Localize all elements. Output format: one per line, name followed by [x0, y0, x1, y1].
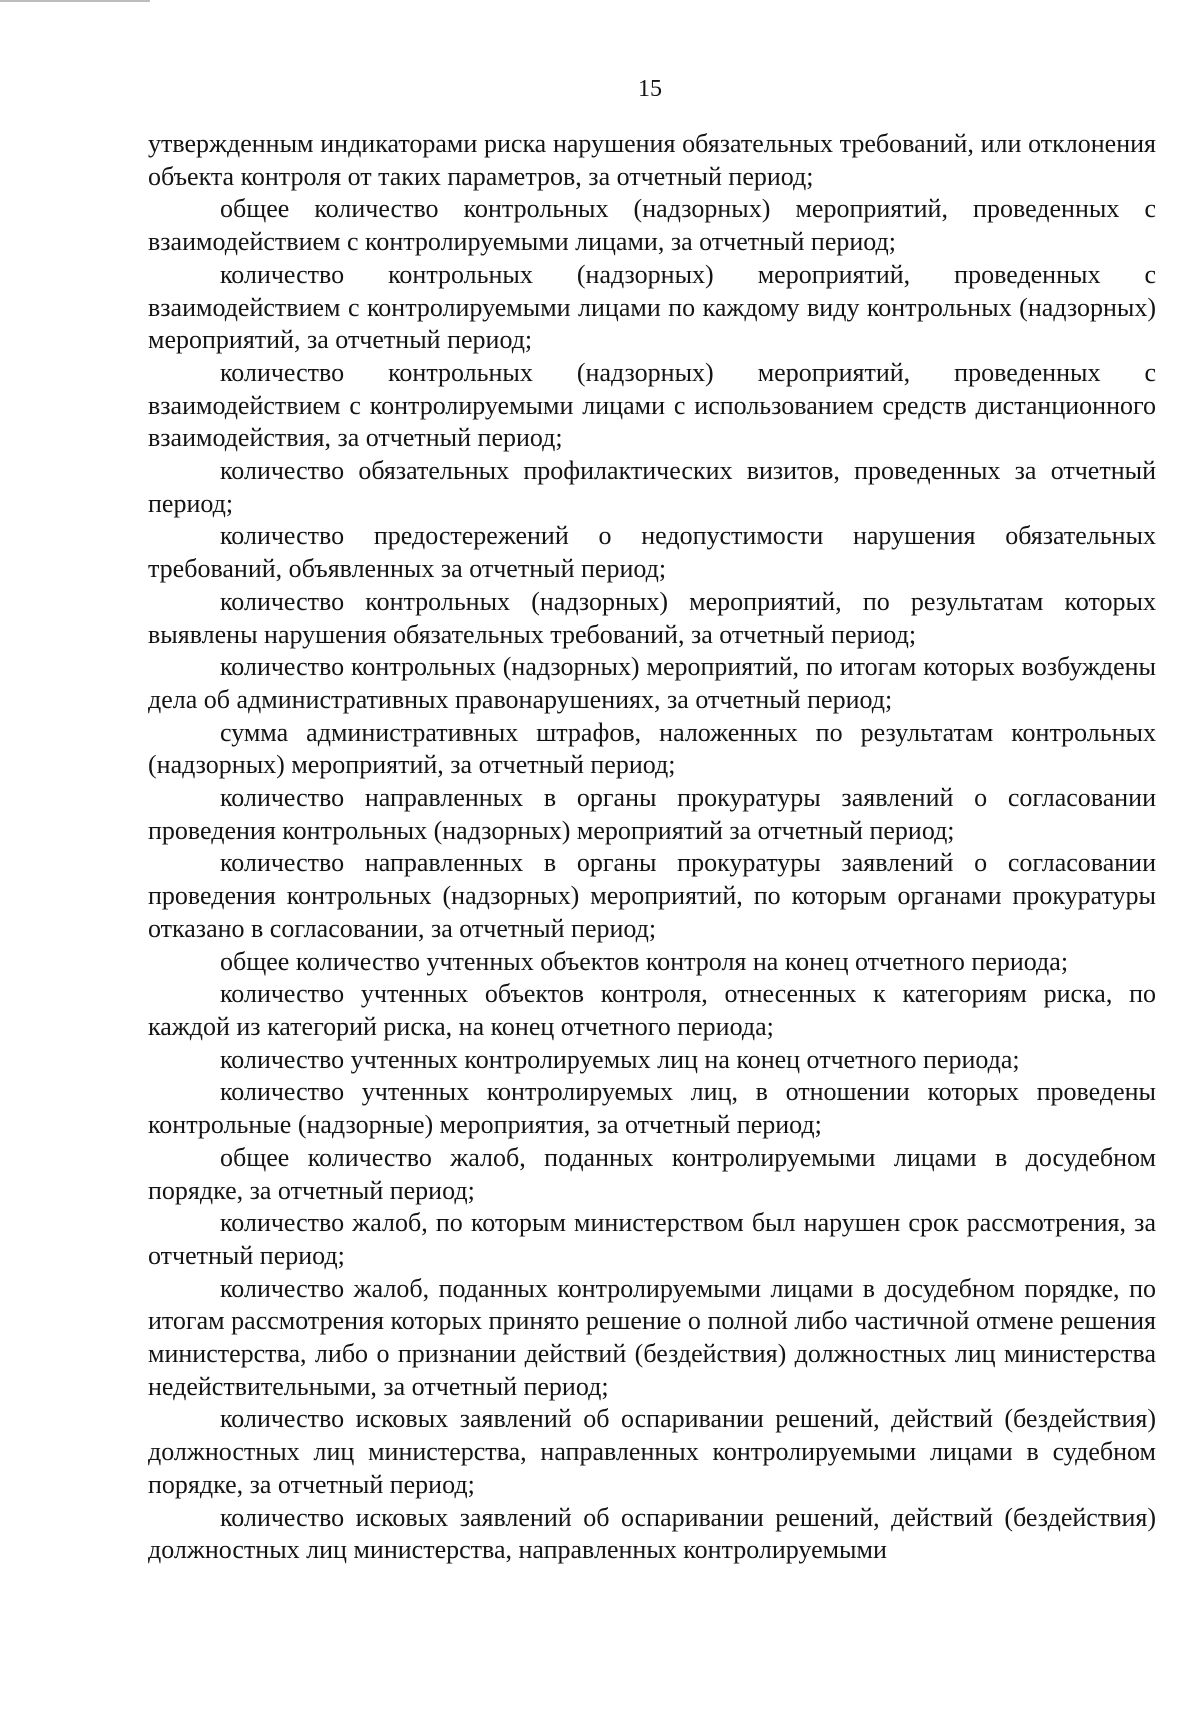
- paragraph: количество исковых заявлений об оспаривании решений, действий (бездействия) должностных лиц министерства, направленных контролируемыми лицами в судебном порядке, за отчетный период;: [148, 1404, 1156, 1499]
- paragraph: количество направленных в органы прокуратуры заявлений о согласовании проведения контрольных (надзорных) мероприятий за отчетный период;: [148, 783, 1156, 845]
- document-body: [148, 128, 1156, 1567]
- paragraph: количество учтенных объектов контроля, отнесенных к категориям риска, по каждой из категорий риска, на конец отчетного периода;: [148, 979, 1156, 1041]
- paragraph: количество учтенных контролируемых лиц на конец отчетного периода;: [220, 1044, 1020, 1074]
- page-number: 15: [638, 76, 662, 102]
- paragraph: количество контрольных (надзорных) мероприятий, по результатам которых выявлены нарушения обязательных требований, за отчетный период;: [148, 586, 1156, 649]
- paragraph: общее количество учтенных объектов контроля на конец отчетного периода;: [220, 946, 1069, 976]
- paragraph: количество учтенных контролируемых лиц, в отношении которых проведены контрольные (надзорные) мероприятия, за отчетный период;: [148, 1077, 1156, 1140]
- paragraph: сумма административных штрафов, наложенных по результатам контрольных (надзорных) мероприятий, за отчетный период;: [148, 717, 1156, 780]
- paragraph: общее количество жалоб, поданных контролируемыми лицами в досудебном порядке, за отчетный период;: [148, 1142, 1156, 1205]
- paragraph: количество направленных в органы прокуратуры заявлений о согласовании проведения контрольных (надзорных) мероприятий, по которым органами прокуратуры отказано в согласовании, за отчетный период;: [148, 848, 1156, 943]
- paragraph: количество предостережений о недопустимости нарушения обязательных требований, объявленных за отчетный период;: [148, 521, 1156, 584]
- paragraph: количество исковых заявлений об оспаривании решений, действий (бездействия) должностных лиц министерства, направленных контролируемыми: [148, 1502, 1156, 1565]
- paragraph: количество жалоб, по которым министерством был нарушен срок рассмотрения, за отчетный период;: [148, 1208, 1156, 1270]
- paragraph: количество контрольных (надзорных) мероприятий, проведенных с взаимодействием с контролируемыми лицами по каждому виду контрольных (надзорных) мероприятий, за отчетный период;: [148, 259, 1156, 355]
- paragraph: количество жалоб, поданных контролируемыми лицами в досудебном порядке, по итогам рассмотрения которых принято решение о полной либо частичной отмене решения министерства, либо о признании действий (бездействия) должностных лиц министерства недействительными, за отчетный период;: [148, 1273, 1156, 1401]
- paragraph: общее количество контрольных (надзорных) мероприятий, проведенных с взаимодействием с контролируемыми лицами, за отчетный период;: [148, 194, 1156, 257]
- paragraph: количество контрольных (надзорных) мероприятий, проведенных с взаимодействием с контролируемыми лицами с использованием средств дистанционного взаимодействия, за отчетный период;: [148, 357, 1156, 453]
- paragraph: количество контрольных (надзорных) мероприятий, по итогам которых возбуждены дела об административных правонарушениях, за отчетный период;: [148, 652, 1156, 714]
- paragraph-continued: утвержденным индикаторами риска нарушения обязательных требований, или отклонения объекта контроля от таких параметров, за отчетный период;: [148, 129, 1156, 191]
- paragraph: количество обязательных профилактических визитов, проведенных за отчетный период;: [148, 456, 1156, 518]
- scan-edge-mark: [0, 0, 150, 2]
